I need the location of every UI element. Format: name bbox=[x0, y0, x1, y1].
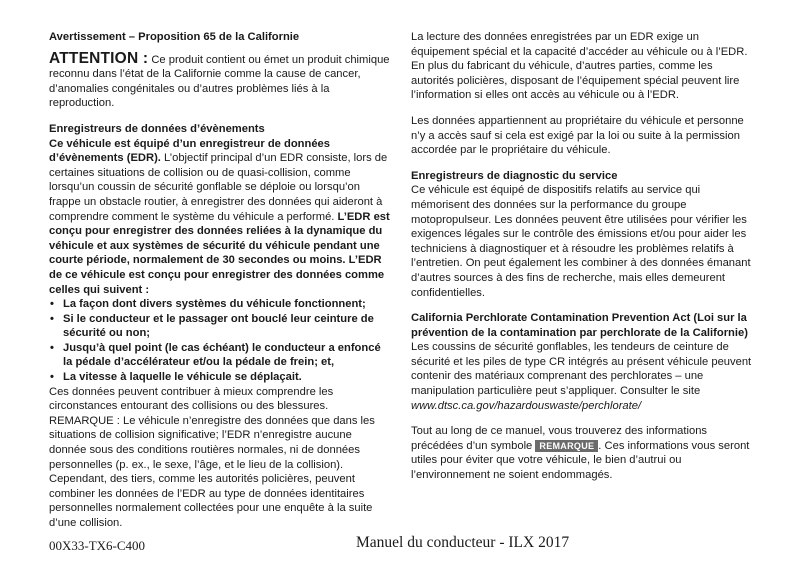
list-item: • Jusqu’à quel point (le cas échéant) le conducteur a enfoncé la pédale d’accélérateur et/ou la pédale de frein; et, bbox=[49, 341, 392, 370]
footer-title: Manuel du conducteur - ILX 2017 bbox=[356, 534, 570, 551]
edr-after-text: Ces données peuvent contribuer à mieux comprendre les circonstances entourant des collisions ou des blessures. bbox=[49, 385, 334, 413]
diagnostic-heading: Enregistreurs de diagnostic du service bbox=[411, 169, 618, 182]
edr-reading-paragraph: La lecture des données enregistrées par un EDR exige un équipement spécial et la capacité d’accéder au véhicule ou à l’EDR. En plus du fabricant du véhicule, d’autres parties, comme les autorités policières, disposant de l’équipement spécial peuvent lire l’information si elles ont accès au véhicule ou à l’EDR. bbox=[411, 31, 748, 102]
manual-symbol-paragraph bbox=[411, 424, 757, 482]
perchlorate-heading: California Perchlorate Contamination Prevention Act (Loi sur la prévention de la contamination par perchlorate de la Californie) bbox=[411, 312, 748, 339]
attention-text: Ce produit contient ou émet un produit chimique reconnu dans l’état de la Californie comme la cause de cancer, d’anomalies congénitales ou d’autres problèmes liés à la reproduction. bbox=[49, 53, 390, 110]
attention-paragraph bbox=[49, 49, 392, 111]
perchlorate-paragraph: Les coussins de sécurité gonflables, les tendeurs de ceinture de sécurité et les piles de type CR intégrés au présent véhicule peuvent contenir des matériaux comprenant des perchlorates – une manipulation particulière peut s’appliquer. Consulter le site bbox=[411, 341, 752, 398]
remarque-badge: REMARQUE bbox=[535, 440, 598, 452]
list-item: • La vitesse à laquelle le véhicule se déplaçait. bbox=[49, 370, 392, 385]
edr-bullet-list bbox=[49, 297, 392, 385]
edr-heading: Enregistreurs de données d’évènements bbox=[49, 122, 265, 135]
data-ownership-paragraph: Les données appartiennent au propriétaire du véhicule et personne n’y a accès sauf si cela est exigé par la loi ou suite à la permission accordée par le propriétaire du véhicule. bbox=[411, 114, 744, 157]
remarque-paragraph: REMARQUE : Le véhicule n’enregistre des données que dans les situations de collision significative; l’EDR n’enregistre aucune donnée sous des conditions routières normales, ni de données personnelles (p. ex., le sexe, l’âge, et le lieu de la collision). Cependant, des tiers, comme les autorités policières, peuvent combiner les données de l’EDR au type de données identitaires personnelles normalement collectées pour une enquête à la suite d’une collision. bbox=[49, 414, 375, 529]
manual-text-before: Tout au long de ce manuel, vous trouverez des informations précédées d’un symbole bbox=[411, 425, 708, 452]
diagnostic-paragraph: Ce véhicule est équipé de dispositifs relatifs au service qui mémorisent des données sur la performance du groupe motopropulseur. Les données peuvent être utilisées pour vérifier les exigences légales sur le contrôle des émissions et/ou pour aider les techniciens à diagnostiquer et à résoudre les problèmes relatifs à l’entretien. On peut également les combiner à des données émanant d’autres sources à des fins de recherche, mais elles demeurent confidentielles. bbox=[411, 184, 751, 299]
left-column bbox=[49, 30, 392, 531]
perchlorate-url: www.dtsc.ca.gov/hazardouswaste/perchlorate/ bbox=[411, 399, 642, 412]
manual-text-after: . Ces informations vous seront utiles pour éviter que votre véhicule, le bien d’autrui ou l’environnement ne soient endommagés. bbox=[411, 439, 750, 482]
list-item: • La façon dont divers systèmes du véhicule fonctionnent; bbox=[49, 297, 392, 312]
right-column bbox=[411, 30, 757, 483]
edr-paragraph bbox=[49, 137, 392, 298]
footer-code: 00X33-TX6-C400 bbox=[49, 538, 146, 553]
prop65-heading: Avertissement – Proposition 65 de la Californie bbox=[49, 31, 300, 43]
edr-bold-intro: Ce véhicule est équipé d’un enregistreur de données d’évènements (EDR). bbox=[49, 137, 331, 165]
edr-bold-design: L’EDR est conçu pour enregistrer des données reliées à la dynamique du véhicule et aux systèmes de sécurité du véhicule pendant une courte période, normalement de 30 secondes ou moins. L’EDR de ce véhicule est conçu pour enregistrer des données comme celles qui suivent : bbox=[49, 210, 390, 296]
list-item: • Si le conducteur et le passager ont bouclé leur ceinture de sécurité ou non; bbox=[49, 312, 392, 341]
attention-label: ATTENTION : bbox=[49, 49, 149, 67]
edr-text: L’objectif principal d’un EDR consiste, lors de certaines situations de collision ou de quasi-collision, comme lorsqu’un coussin de sécurité gonflable se déploie ou lorsqu’on frappe un obstacle routier, à enregistrer des données qui aideront à comprendre comment le système du véhicule a performé. bbox=[49, 152, 388, 223]
